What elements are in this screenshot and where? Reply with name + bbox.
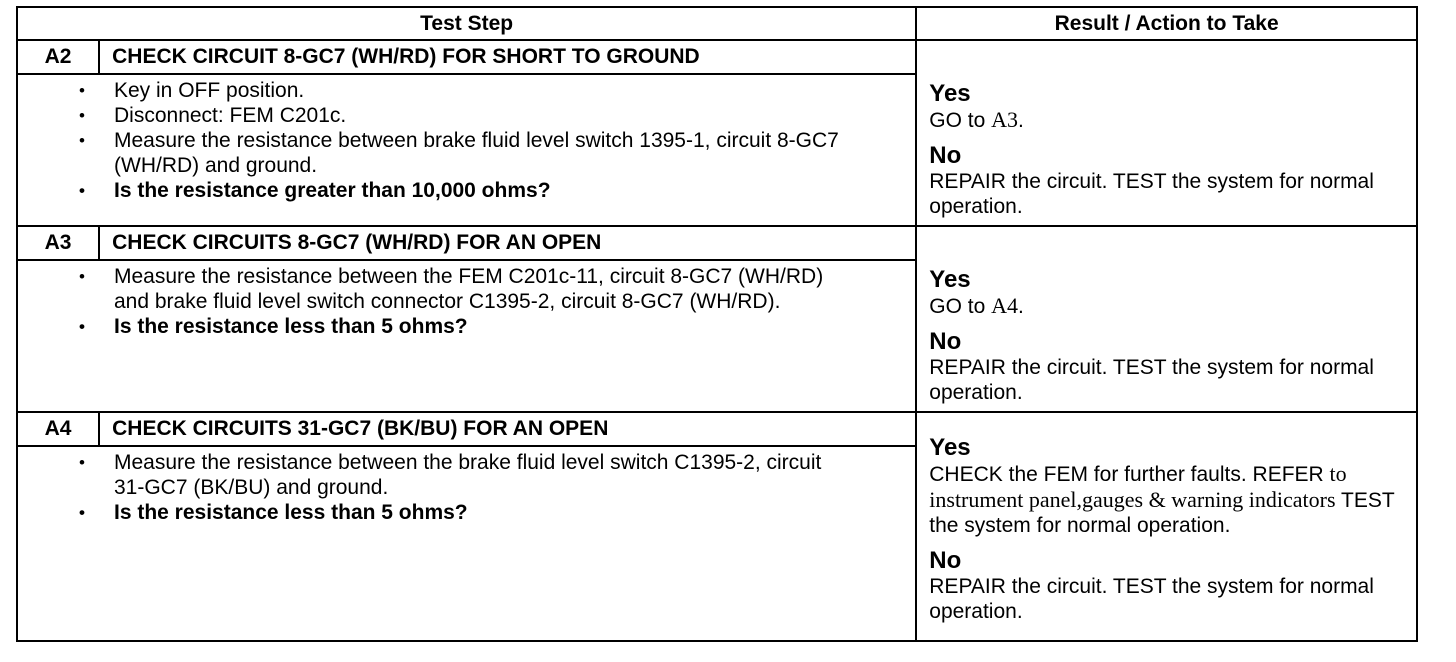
yes-action-prefix: GO to (929, 109, 992, 132)
yes-target: A3 (991, 107, 1019, 132)
yes-label: Yes (929, 266, 971, 293)
yes-action-suffix: . (1018, 295, 1024, 318)
step-id: A3 (17, 226, 99, 260)
step-title: CHECK CIRCUITS 31-GC7 (BK/BU) FOR AN OPEN (99, 412, 916, 446)
step-id: A2 (17, 40, 99, 74)
result-cell (916, 412, 1417, 641)
no-action: REPAIR the circuit. TEST the system for normal operation. (929, 575, 1374, 623)
yes-label: Yes (929, 434, 971, 461)
yes-action-suffix: . (1018, 109, 1024, 132)
step-question: • Is the resistance less than 5 ohms? (114, 500, 915, 525)
header-result-action: Result / Action to Take (916, 7, 1417, 40)
step-bullets (18, 450, 915, 525)
result-cell (916, 40, 1417, 226)
step-body (17, 260, 916, 412)
yes-action-reference: to instrument panel,gauges & warning indicators (929, 461, 1347, 512)
yes-action (929, 107, 1408, 133)
no-label: No (929, 328, 962, 355)
header-test-step: Test Step (17, 7, 916, 40)
list-item: • Key in OFF position. (114, 78, 915, 103)
no-label: No (929, 142, 962, 169)
step-question: • Is the resistance less than 5 ohms? (114, 314, 915, 339)
yes-target: A4 (991, 293, 1019, 318)
yes-action-text-c: TEST the system for normal operation. (929, 489, 1395, 537)
list-item: • Measure the resistance between the brake fluid level switch C1395-2, circuit 31-GC7 (BK/BU) and ground. (114, 450, 834, 500)
step-title: CHECK CIRCUITS 8-GC7 (WH/RD) FOR AN OPEN (99, 226, 916, 260)
no-label: No (929, 547, 962, 574)
list-item: • Disconnect: FEM C201c. (114, 103, 915, 128)
step-bullets (18, 78, 915, 203)
no-action: REPAIR the circuit. TEST the system for normal operation. (929, 170, 1374, 218)
step-title-row (17, 412, 1417, 446)
yes-label: Yes (929, 80, 971, 107)
step-body (17, 446, 916, 641)
list-item: • Measure the resistance between the FEM C201c-11, circuit 8-GC7 (WH/RD) and brake fluid level switch connector C1395-2, circuit 8-GC7 (WH/RD). (114, 264, 864, 314)
step-title: CHECK CIRCUIT 8-GC7 (WH/RD) FOR SHORT TO GROUND (99, 40, 916, 74)
step-title-row (17, 226, 1417, 260)
yes-action (929, 293, 1408, 319)
yes-action (929, 461, 1411, 538)
yes-action-prefix: GO to (929, 295, 992, 318)
step-question: • Is the resistance greater than 10,000 ohms? (114, 178, 915, 203)
list-item: • Measure the resistance between brake fluid level switch 1395-1, circuit 8-GC7 (WH/RD) and ground. (114, 128, 864, 178)
table-header-row (17, 7, 1417, 40)
no-action: REPAIR the circuit. TEST the system for normal operation. (929, 356, 1374, 404)
yes-action-text-a: CHECK the FEM for further faults. REFER (929, 463, 1324, 486)
step-body (17, 74, 916, 226)
step-bullets (18, 264, 915, 339)
step-title-row (17, 40, 1417, 74)
result-cell (916, 226, 1417, 412)
step-id: A4 (17, 412, 99, 446)
diagnostic-table (16, 6, 1418, 642)
